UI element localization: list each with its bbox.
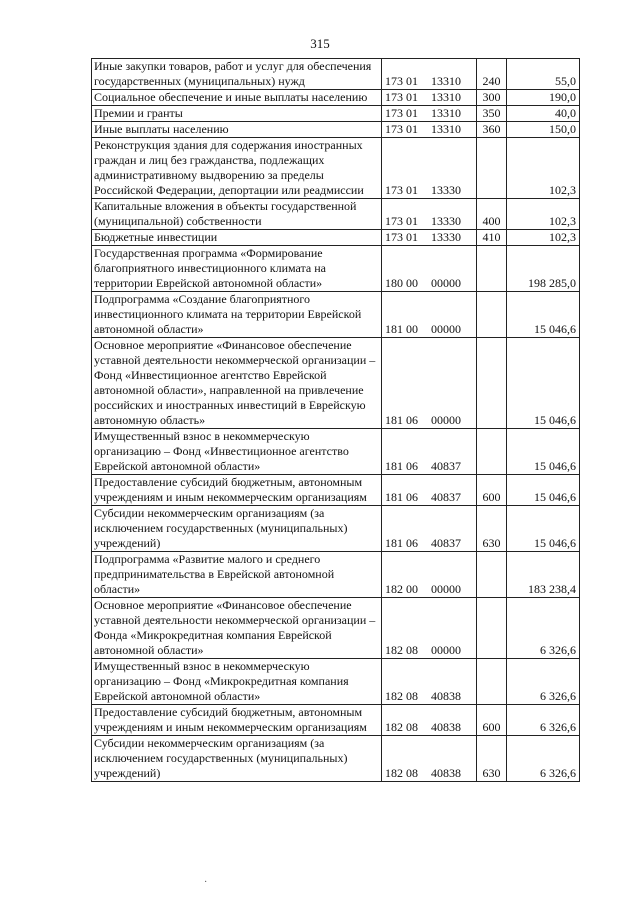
code-part-p1: 18 <box>385 720 397 734</box>
expense-type-code-cell: 350 <box>477 106 507 122</box>
table-row <box>92 59 580 90</box>
target-article-code-cell <box>382 122 477 138</box>
amount-cell: 15 046,6 <box>507 429 580 475</box>
table-row <box>92 552 580 598</box>
table-row <box>92 90 580 106</box>
code-part-p4: 00000 <box>431 322 461 336</box>
code-part-p3: 01 <box>406 106 418 120</box>
amount-cell: 102,3 <box>507 199 580 230</box>
code-part-p1: 17 <box>385 74 397 88</box>
code-part-p2: 3 <box>397 106 403 120</box>
amount-cell: 150,0 <box>507 122 580 138</box>
page-number: 315 <box>310 36 330 51</box>
expense-type-code-cell: 360 <box>477 122 507 138</box>
table-row <box>92 199 580 230</box>
code-part-p2: 1 <box>397 536 403 550</box>
code-part-p2: 3 <box>397 183 403 197</box>
target-article-code-cell <box>382 90 477 106</box>
expense-type-code-cell: 630 <box>477 736 507 782</box>
expense-type-code-cell: 630 <box>477 506 507 552</box>
table-row <box>92 106 580 122</box>
code-part-p3: 06 <box>406 413 418 427</box>
code-part-p3: 00 <box>406 276 418 290</box>
code-part-p3: 01 <box>406 230 418 244</box>
expense-type-code-cell: 600 <box>477 705 507 736</box>
expense-name-cell: Капитальные вложения в объекты государственной (муниципальной) собственности <box>92 199 382 230</box>
code-part-p3: 08 <box>406 720 418 734</box>
code-part-p2: 1 <box>397 322 403 336</box>
code-part-p4: 13310 <box>431 74 461 88</box>
target-article-code-cell <box>382 552 477 598</box>
code-part-p1: 17 <box>385 183 397 197</box>
code-part-p4: 13310 <box>431 106 461 120</box>
table-row <box>92 736 580 782</box>
target-article-code-cell <box>382 106 477 122</box>
code-part-p3: 01 <box>406 90 418 104</box>
amount-cell: 102,3 <box>507 230 580 246</box>
expense-name-cell: Иные закупки товаров, работ и услуг для обеспечения государственных (муниципальных) нужд <box>92 59 382 90</box>
code-part-p2: 3 <box>397 214 403 228</box>
code-part-p1: 17 <box>385 122 397 136</box>
target-article-code-cell <box>382 475 477 506</box>
code-part-p2: 3 <box>397 90 403 104</box>
expense-name-cell: Субсидии некоммерческим организациям (за исключением государственных (муниципальных) учреждений) <box>92 506 382 552</box>
code-part-p2: 1 <box>397 413 403 427</box>
code-part-p1: 18 <box>385 322 397 336</box>
expense-name-cell: Государственная программа «Формирование благоприятного инвестиционного климата на территории Еврейской автономной области» <box>92 246 382 292</box>
expense-type-code-cell <box>477 429 507 475</box>
expense-type-code-cell: 240 <box>477 59 507 90</box>
target-article-code-cell <box>382 338 477 429</box>
expense-name-cell: Премии и гранты <box>92 106 382 122</box>
code-part-p3: 01 <box>406 183 418 197</box>
code-part-p2: 3 <box>397 122 403 136</box>
code-part-p1: 18 <box>385 276 397 290</box>
table-row <box>92 122 580 138</box>
expense-name-cell: Иные выплаты населению <box>92 122 382 138</box>
code-part-p4: 13330 <box>431 214 461 228</box>
code-part-p4: 40837 <box>431 459 461 473</box>
code-part-p3: 00 <box>406 322 418 336</box>
code-part-p2: 1 <box>397 490 403 504</box>
expense-name-cell: Социальное обеспечение и иные выплаты населению <box>92 90 382 106</box>
expense-type-code-cell <box>477 138 507 199</box>
code-part-p1: 18 <box>385 689 397 703</box>
table-row <box>92 230 580 246</box>
code-part-p1: 18 <box>385 536 397 550</box>
code-part-p1: 17 <box>385 214 397 228</box>
target-article-code-cell <box>382 292 477 338</box>
expense-name-cell: Основное мероприятие «Финансовое обеспечение уставной деятельности некоммерческой организации – Фонда «Микрокредитная компания Еврейской автономной области» <box>92 598 382 659</box>
code-part-p3: 06 <box>406 536 418 550</box>
target-article-code-cell <box>382 705 477 736</box>
table-row <box>92 138 580 199</box>
code-part-p2: 2 <box>397 689 403 703</box>
table-row <box>92 475 580 506</box>
amount-cell: 102,3 <box>507 138 580 199</box>
expense-type-code-cell <box>477 292 507 338</box>
code-part-p4: 00000 <box>431 276 461 290</box>
target-article-code-cell <box>382 230 477 246</box>
expense-name-cell: Предоставление субсидий бюджетным, автономным учреждениям и иным некоммерческим организациям <box>92 475 382 506</box>
code-part-p1: 17 <box>385 90 397 104</box>
table-row <box>92 506 580 552</box>
expense-type-code-cell <box>477 552 507 598</box>
table-row <box>92 705 580 736</box>
code-part-p1: 18 <box>385 643 397 657</box>
target-article-code-cell <box>382 59 477 90</box>
table-row <box>92 429 580 475</box>
amount-cell: 15 046,6 <box>507 338 580 429</box>
expense-type-code-cell: 400 <box>477 199 507 230</box>
expense-name-cell: Реконструкция здания для содержания иностранных граждан и лиц без гражданства, подлежащих административному выдворению за пределы Российской Федерации, депортации или реадмиссии <box>92 138 382 199</box>
amount-cell: 6 326,6 <box>507 598 580 659</box>
code-part-p2: 2 <box>397 582 403 596</box>
code-part-p4: 40837 <box>431 536 461 550</box>
code-part-p4: 40838 <box>431 689 461 703</box>
code-part-p4: 13330 <box>431 183 461 197</box>
amount-cell: 6 326,6 <box>507 705 580 736</box>
target-article-code-cell <box>382 659 477 705</box>
scan-speck: · <box>204 877 208 888</box>
amount-cell: 15 046,6 <box>507 506 580 552</box>
target-article-code-cell <box>382 199 477 230</box>
code-part-p4: 00000 <box>431 582 461 596</box>
code-part-p3: 08 <box>406 766 418 780</box>
expense-type-code-cell <box>477 598 507 659</box>
code-part-p4: 40838 <box>431 720 461 734</box>
code-part-p1: 18 <box>385 490 397 504</box>
code-part-p1: 18 <box>385 582 397 596</box>
expense-type-code-cell <box>477 246 507 292</box>
amount-cell: 40,0 <box>507 106 580 122</box>
expense-name-cell: Бюджетные инвестиции <box>92 230 382 246</box>
budget-table-body <box>92 59 580 782</box>
amount-cell: 55,0 <box>507 59 580 90</box>
amount-cell: 6 326,6 <box>507 659 580 705</box>
code-part-p3: 01 <box>406 214 418 228</box>
code-part-p4: 13310 <box>431 90 461 104</box>
expense-name-cell: Предоставление субсидий бюджетным, автономным учреждениям и иным некоммерческим организациям <box>92 705 382 736</box>
expense-name-cell: Подпрограмма «Развитие малого и среднего предпринимательства в Еврейской автономной области» <box>92 552 382 598</box>
code-part-p4: 40838 <box>431 766 461 780</box>
budget-table <box>91 58 580 782</box>
target-article-code-cell <box>382 138 477 199</box>
expense-name-cell: Субсидии некоммерческим организациям (за исключением государственных (муниципальных) учреждений) <box>92 736 382 782</box>
code-part-p3: 06 <box>406 490 418 504</box>
code-part-p2: 0 <box>397 276 403 290</box>
amount-cell: 190,0 <box>507 90 580 106</box>
code-part-p3: 06 <box>406 459 418 473</box>
code-part-p1: 18 <box>385 413 397 427</box>
code-part-p4: 40837 <box>431 490 461 504</box>
amount-cell: 6 326,6 <box>507 736 580 782</box>
code-part-p1: 18 <box>385 766 397 780</box>
code-part-p4: 00000 <box>431 643 461 657</box>
expense-type-code-cell: 300 <box>477 90 507 106</box>
target-article-code-cell <box>382 246 477 292</box>
code-part-p4: 13330 <box>431 230 461 244</box>
code-part-p1: 18 <box>385 459 397 473</box>
amount-cell: 15 046,6 <box>507 475 580 506</box>
code-part-p1: 17 <box>385 106 397 120</box>
target-article-code-cell <box>382 429 477 475</box>
code-part-p2: 2 <box>397 643 403 657</box>
code-part-p2: 2 <box>397 766 403 780</box>
amount-cell: 15 046,6 <box>507 292 580 338</box>
code-part-p3: 08 <box>406 643 418 657</box>
target-article-code-cell <box>382 506 477 552</box>
target-article-code-cell <box>382 598 477 659</box>
table-row <box>92 338 580 429</box>
table-row <box>92 659 580 705</box>
code-part-p2: 3 <box>397 74 403 88</box>
expense-type-code-cell: 600 <box>477 475 507 506</box>
table-row <box>92 598 580 659</box>
expense-name-cell: Подпрограмма «Создание благоприятного инвестиционного климата на территории Еврейской автономной области» <box>92 292 382 338</box>
code-part-p2: 1 <box>397 459 403 473</box>
expense-name-cell: Основное мероприятие «Финансовое обеспечение уставной деятельности некоммерческой организации – Фонд «Инвестиционное агентство Еврейской автономной области», направленной на привлечение российских и иностранных инвестиций в Еврейскую автономную область» <box>92 338 382 429</box>
target-article-code-cell <box>382 736 477 782</box>
table-row <box>92 292 580 338</box>
table-row <box>92 246 580 292</box>
code-part-p3: 01 <box>406 74 418 88</box>
expense-type-code-cell <box>477 338 507 429</box>
code-part-p1: 17 <box>385 230 397 244</box>
expense-name-cell: Имущественный взнос в некоммерческую организацию – Фонд «Микрокредитная компания Еврейской автономной области» <box>92 659 382 705</box>
code-part-p4: 13310 <box>431 122 461 136</box>
expense-type-code-cell: 410 <box>477 230 507 246</box>
expense-type-code-cell <box>477 659 507 705</box>
code-part-p3: 01 <box>406 122 418 136</box>
expense-name-cell: Имущественный взнос в некоммерческую организацию – Фонд «Инвестиционное агентство Еврейской автономной области» <box>92 429 382 475</box>
code-part-p3: 00 <box>406 582 418 596</box>
code-part-p2: 3 <box>397 230 403 244</box>
code-part-p3: 08 <box>406 689 418 703</box>
amount-cell: 198 285,0 <box>507 246 580 292</box>
code-part-p4: 00000 <box>431 413 461 427</box>
code-part-p2: 2 <box>397 720 403 734</box>
amount-cell: 183 238,4 <box>507 552 580 598</box>
